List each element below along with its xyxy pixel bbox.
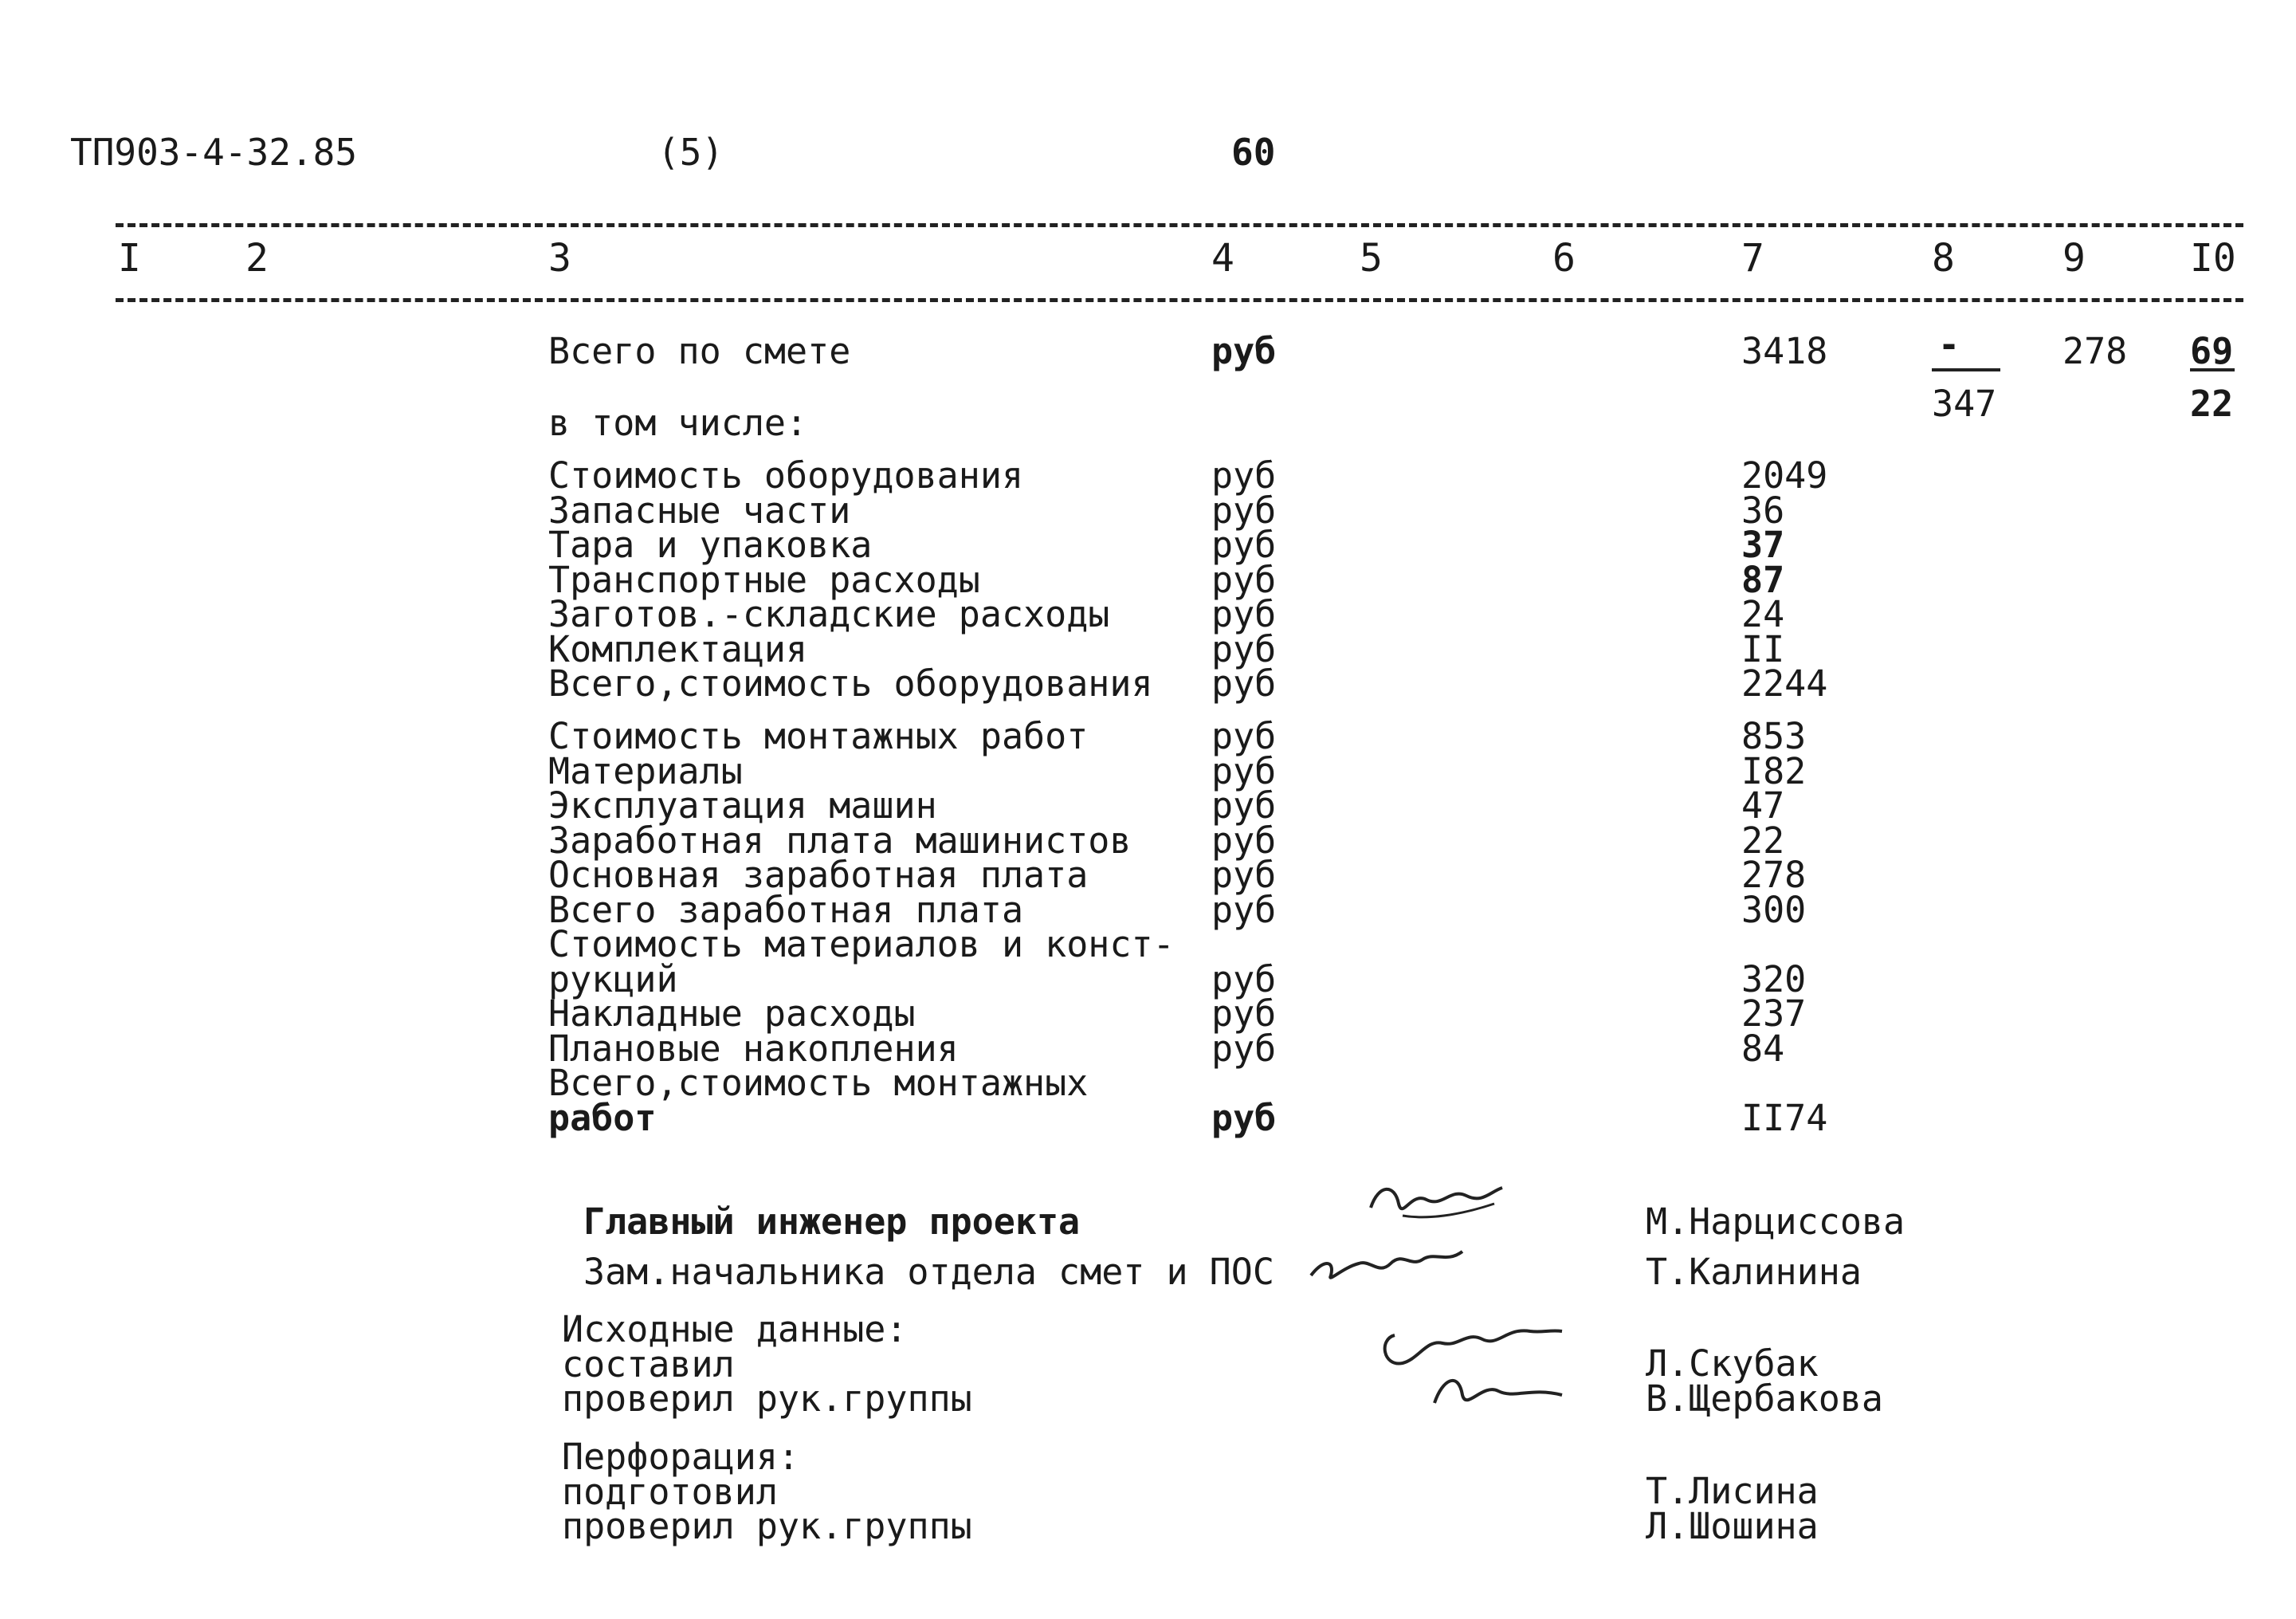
chief-engineer-name: М.Нарциссова	[1646, 1200, 1905, 1243]
header-dashed-rule	[116, 298, 2243, 302]
chief-engineer-signature	[1355, 1176, 1514, 1240]
column-number-9: 9	[2062, 236, 2086, 281]
installation-units: руб руб руб руб руб руб руб руб руб руб	[1211, 715, 1277, 1139]
list-item: Стоимость материалов и конст-	[548, 923, 1175, 965]
column-number-6: 6	[1552, 236, 1576, 281]
column-number-2: 2	[245, 236, 269, 281]
total-unit: руб	[1211, 330, 1277, 372]
list-item: Запасные части	[548, 489, 851, 532]
deputy-label: Зам.начальника отдела смет и ПОС	[583, 1251, 1274, 1293]
equipment-labels	[548, 454, 1153, 705]
total-col7: 3418	[1741, 330, 1828, 372]
list-item: Заработная плата машинистов	[548, 819, 1132, 862]
column-number-4: 4	[1211, 236, 1234, 281]
total-col8-fraction-line	[1932, 368, 2000, 371]
installation-values: 853 I82 47 22 278 300 320 237 84 II74	[1741, 715, 1828, 1139]
source-data-block: Исходные данные: составил проверил рук.группы	[562, 1308, 972, 1420]
column-number-3: 3	[548, 236, 571, 281]
list-item: Основная заработная плата	[548, 854, 1089, 896]
list-item: Транспортные расходы	[548, 558, 980, 601]
list-item: Накладные расходы	[548, 992, 916, 1035]
list-item: Стоимость монтажных работ	[548, 715, 1089, 757]
column-number-1: I	[118, 236, 141, 281]
list-item: Всего заработная плата	[548, 888, 1024, 931]
column-number-8: 8	[1932, 236, 1955, 281]
page-number: 60	[1231, 131, 1276, 174]
top-dashed-rule	[116, 223, 2243, 227]
including-label: в том числе:	[548, 402, 808, 444]
source-data-names: Л.Скубак В.Щербакова	[1646, 1342, 1884, 1420]
document-code: ТП903-4-32.85	[70, 131, 358, 174]
list-item: Эксплуатация машин	[548, 784, 937, 827]
list-item: работ	[548, 1096, 657, 1139]
column-number-10: I0	[2190, 236, 2236, 281]
list-item: Всего,стоимость монтажных	[548, 1062, 1089, 1104]
list-item: Тара и упаковка	[548, 524, 873, 566]
total-col10-top: 69	[2190, 330, 2234, 372]
list-item: рукций	[548, 957, 678, 1000]
chief-engineer-label: Главный инженер проекта	[583, 1200, 1081, 1243]
list-item: Материалы	[548, 749, 743, 792]
deputy-name: Т.Калинина	[1646, 1251, 1862, 1293]
deputy-signature	[1303, 1236, 1478, 1291]
perforation-block: Перфорация: подготовил проверил рук.группы	[562, 1436, 972, 1547]
list-item: Комплектация	[548, 627, 808, 670]
total-col8-top: -	[1938, 324, 1960, 366]
compiler-signature	[1371, 1307, 1578, 1419]
total-col8-bottom: 347	[1932, 383, 1997, 425]
list-item: Заготов.-складские расходы	[548, 593, 1110, 635]
list-item: Плановые накопления	[548, 1027, 959, 1070]
total-col10-bottom: 22	[2190, 383, 2234, 425]
list-item: Стоимость оборудования	[548, 454, 1024, 497]
total-col10-fraction-line	[2190, 368, 2235, 371]
total-label: Всего по смете	[548, 330, 851, 372]
section-number: (5)	[657, 131, 724, 174]
list-item: Всего,стоимость оборудования	[548, 662, 1153, 705]
equipment-values: 2049 36 37 87 24 II 2244	[1741, 454, 1828, 705]
perforation-names: Т.Лисина Л.Шошина	[1646, 1470, 1819, 1547]
column-number-5: 5	[1360, 236, 1383, 281]
total-col9: 278	[2062, 330, 2128, 372]
installation-labels	[548, 715, 1175, 1139]
equipment-units: руб руб руб руб руб руб руб	[1211, 454, 1277, 705]
column-number-7: 7	[1741, 236, 1764, 281]
